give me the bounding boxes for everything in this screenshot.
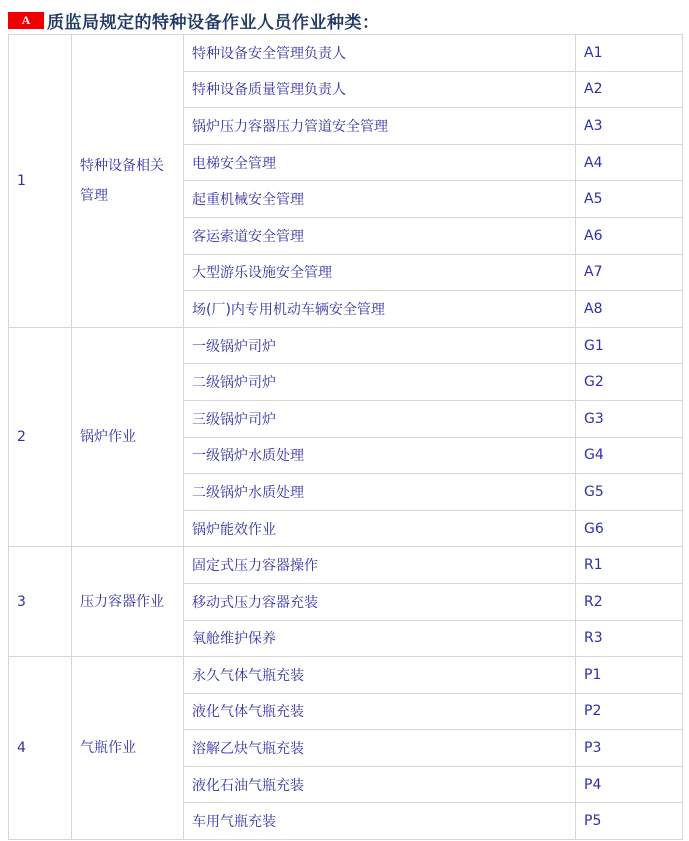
- table-row: [9, 657, 683, 694]
- category-cell: 锅炉作业: [72, 327, 184, 547]
- item-name-cell: 移动式压力容器充装: [184, 583, 576, 620]
- item-code-cell: R2: [576, 583, 683, 620]
- table-row: [9, 35, 683, 72]
- category-cell: 压力容器作业: [72, 547, 184, 657]
- item-name-cell: 锅炉压力容器压力管道安全管理: [184, 108, 576, 145]
- item-name-cell: 二级锅炉司炉: [184, 364, 576, 401]
- page-header: [8, 8, 380, 33]
- category-table-body: [9, 35, 683, 840]
- item-code-cell: A1: [576, 35, 683, 72]
- item-name-cell: 客运索道安全管理: [184, 217, 576, 254]
- item-name-cell: 液化气体气瓶充装: [184, 693, 576, 730]
- item-name-cell: 特种设备安全管理负责人: [184, 35, 576, 72]
- item-code-cell: G3: [576, 400, 683, 437]
- page-title: 质监局规定的特种设备作业人员作业种类：: [47, 13, 380, 33]
- item-code-cell: R3: [576, 620, 683, 657]
- item-code-cell: A8: [576, 291, 683, 328]
- item-name-cell: 大型游乐设施安全管理: [184, 254, 576, 291]
- item-code-cell: G4: [576, 437, 683, 474]
- item-code-cell: G5: [576, 474, 683, 511]
- item-name-cell: 场(厂)内专用机动车辆安全管理: [184, 291, 576, 328]
- item-code-cell: A7: [576, 254, 683, 291]
- item-code-cell: P4: [576, 766, 683, 803]
- item-code-cell: G6: [576, 510, 683, 547]
- category-cell: 气瓶作业: [72, 657, 184, 840]
- item-name-cell: 固定式压力容器操作: [184, 547, 576, 584]
- item-code-cell: A3: [576, 108, 683, 145]
- section-badge: A: [8, 12, 44, 29]
- item-name-cell: 一级锅炉水质处理: [184, 437, 576, 474]
- table-row: [9, 547, 683, 584]
- item-name-cell: 永久气体气瓶充装: [184, 657, 576, 694]
- item-code-cell: R1: [576, 547, 683, 584]
- item-code-cell: G2: [576, 364, 683, 401]
- item-name-cell: 二级锅炉水质处理: [184, 474, 576, 511]
- item-name-cell: 特种设备质量管理负责人: [184, 71, 576, 108]
- item-name-cell: 电梯安全管理: [184, 144, 576, 181]
- item-name-cell: 液化石油气瓶充装: [184, 766, 576, 803]
- item-code-cell: G1: [576, 327, 683, 364]
- item-name-cell: 一级锅炉司炉: [184, 327, 576, 364]
- item-name-cell: 起重机械安全管理: [184, 181, 576, 218]
- section-number-cell: 2: [9, 327, 72, 547]
- item-code-cell: A4: [576, 144, 683, 181]
- category-cell: 特种设备相关管理: [72, 35, 184, 328]
- category-table: [8, 34, 683, 840]
- item-name-cell: 溶解乙炔气瓶充装: [184, 730, 576, 767]
- item-code-cell: A2: [576, 71, 683, 108]
- item-code-cell: P2: [576, 693, 683, 730]
- section-number-cell: 3: [9, 547, 72, 657]
- item-code-cell: P1: [576, 657, 683, 694]
- item-name-cell: 氧舱维护保养: [184, 620, 576, 657]
- item-code-cell: P5: [576, 803, 683, 840]
- item-name-cell: 三级锅炉司炉: [184, 400, 576, 437]
- table-row: [9, 327, 683, 364]
- section-number-cell: 1: [9, 35, 72, 328]
- section-number-cell: 4: [9, 657, 72, 840]
- item-code-cell: P3: [576, 730, 683, 767]
- item-code-cell: A6: [576, 217, 683, 254]
- item-name-cell: 车用气瓶充装: [184, 803, 576, 840]
- item-name-cell: 锅炉能效作业: [184, 510, 576, 547]
- item-code-cell: A5: [576, 181, 683, 218]
